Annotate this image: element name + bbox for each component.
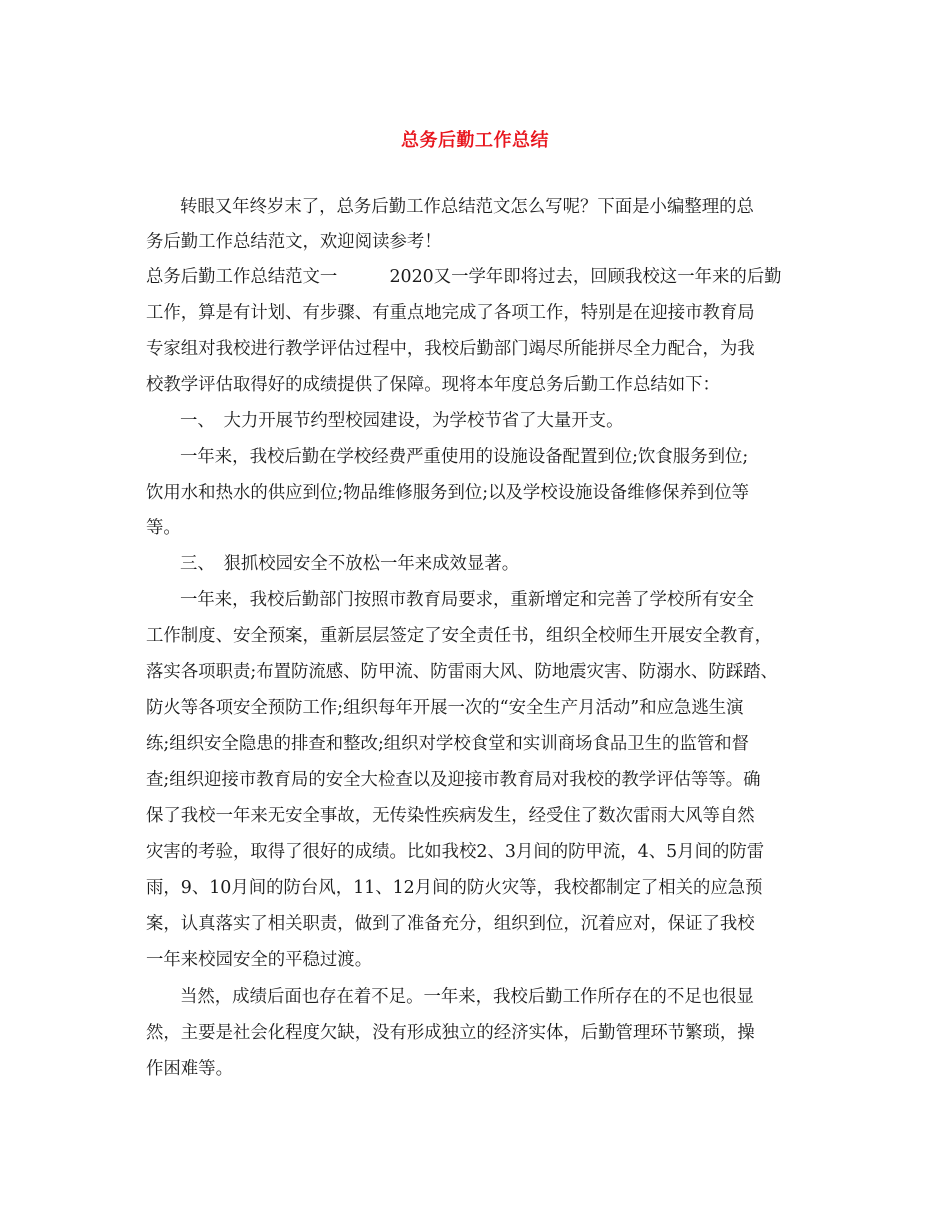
paragraph-line: 一年来，我校后勤部门按照市教育局要求，重新增定和完善了学校所有安全 <box>180 590 754 610</box>
document-title: 总务后勤工作总结 <box>401 130 549 151</box>
paragraph-line: 案，认真落实了相关职责，做到了准备充分，组织到位，沉着应对，保证了我校 <box>146 914 755 934</box>
paragraph-line: 查;组织迎接市教育局的安全大检查以及迎接市教育局对我校的教学评估等等。确 <box>146 770 761 790</box>
paragraph-line: 然，主要是社会化程度欠缺，没有形成独立的经济实体，后勤管理环节繁琐，操 <box>146 1023 755 1043</box>
paragraph-line: 总务后勤工作总结范文一 2020又一学年即将过去，回顾我校这一年来的后勤 <box>146 267 782 287</box>
paragraph-line: 工作，算是有计划、有步骤、有重点地完成了各项工作，特别是在迎接市教育局 <box>146 303 755 323</box>
paragraph-line: 工作制度、安全预案，重新层层签定了安全责任书，组织全校师生开展安全教育， <box>146 626 773 646</box>
paragraph-line: 保了我校一年来无安全事故，无传染性疾病发生，经受住了数次雷雨大风等自然 <box>146 806 755 826</box>
section-heading: 三、 狠抓校园安全不放松一年来成效显著。 <box>180 554 520 574</box>
paragraph-line: 落实各项职责;布置防流感、防甲流、防雷雨大风、防地震灾害、防溺水、防踩踏、 <box>146 662 778 682</box>
paragraph-line: 当然，成绩后面也存在着不足。一年来，我校后勤工作所存在的不足也很显 <box>180 987 754 1007</box>
paragraph-line: 一年来校园安全的平稳过渡。 <box>146 950 373 970</box>
paragraph-line: 练;组织安全隐患的排查和整改;组织对学校食堂和实训商场食品卫生的监管和督 <box>146 734 750 754</box>
paragraph-line: 校教学评估取得好的成绩提供了保障。现将本年度总务后勤工作总结如下： <box>146 375 720 395</box>
paragraph-line: 务后勤工作总结范文，欢迎阅读参考！ <box>146 232 442 252</box>
paragraph-line: 一年来，我校后勤在学校经费严重使用的设施设备配置到位;饮食服务到位; <box>180 447 749 467</box>
paragraph-line: 转眼又年终岁末了，总务后勤工作总结范文怎么写呢？下面是小编整理的总 <box>180 197 754 217</box>
paragraph-line: 饮用水和热水的供应到位;物品维修服务到位;以及学校设施设备维修保养到位等 <box>146 483 750 503</box>
paragraph-line: 等。 <box>146 518 181 538</box>
paragraph-line: 专家组对我校进行教学评估过程中，我校后勤部门竭尽所能拼尽全力配合，为我 <box>146 339 755 359</box>
paragraph-line: 防火等各项安全预防工作;组织每年开展一次的“安全生产月活动”和应急逃生演 <box>146 698 744 718</box>
section-heading: 一、 大力开展节约型校园建设，为学校节省了大量开支。 <box>180 411 624 431</box>
paragraph-line: 灾害的考验，取得了很好的成绩。比如我校2、3月间的防甲流，4、5月间的防雷 <box>146 842 765 862</box>
paragraph-line: 雨，9、10月间的防台风，11、12月间的防火灾等，我校都制定了相关的应急预 <box>146 878 763 898</box>
paragraph-line: 作困难等。 <box>146 1059 233 1079</box>
